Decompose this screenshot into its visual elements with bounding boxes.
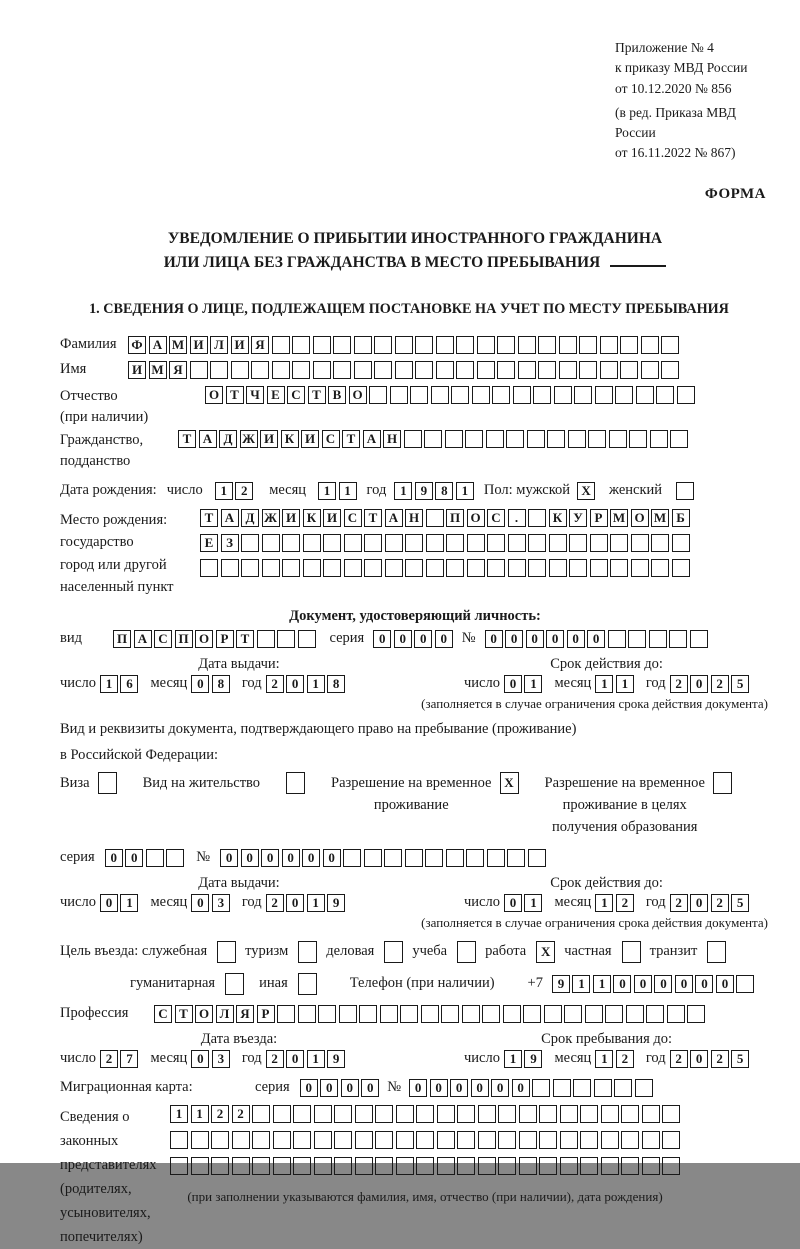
birthdate-label: Дата рождения:: [60, 482, 157, 499]
temp-residence-edu-label: Разрешение на временное проживание в целях получения образования: [544, 774, 705, 836]
temp-residence-edu-checkbox[interactable]: [713, 772, 732, 794]
year-word: год: [645, 675, 666, 692]
representatives-note: (при заполнении указываются фамилия, имя, отчество (при наличии), дата рождения): [187, 1188, 663, 1204]
profession-label: Профессия: [60, 1005, 129, 1022]
title-blank-line: [610, 265, 666, 267]
year-word: год: [645, 1050, 666, 1067]
sex-male-label: Пол: мужской: [483, 482, 571, 499]
month-word: месяц: [554, 1050, 592, 1067]
residence-doc-options: [60, 772, 770, 839]
residence-doc-number-label: №: [196, 849, 211, 866]
residence-valid-heading: Срок действия до:: [550, 874, 663, 891]
representatives-rows: [170, 1105, 680, 1205]
stay-heading: Срок пребывания до:: [541, 1030, 673, 1047]
migration-card-series-cells[interactable]: 0 0 0 0: [300, 1079, 380, 1097]
entry-day[interactable]: 2 7: [100, 1050, 139, 1068]
profession-cells[interactable]: С Т О Л Я Р: [154, 1005, 705, 1023]
residence-issue-year[interactable]: 2 0 1 9: [266, 894, 346, 912]
sex-female-checkbox[interactable]: [676, 482, 694, 500]
residence-valid-day[interactable]: 0 1: [504, 894, 543, 912]
identity-valid-heading: Срок действия до:: [550, 655, 663, 672]
identity-doc-series-label: серия: [329, 630, 365, 647]
year-word: год: [241, 1050, 262, 1067]
purpose-transit-label: транзит: [649, 943, 698, 960]
surname-cells[interactable]: Ф А М И Л И Я: [128, 336, 679, 354]
entry-col: [60, 1031, 418, 1068]
migration-card-label: Миграционная карта:: [60, 1079, 193, 1096]
phone-cells[interactable]: 9 1 1 0 0 0 0 0 0: [552, 975, 755, 993]
year-word: год: [241, 675, 262, 692]
identity-valid-note: (заполняется в случае ограничения срока действия документа): [421, 695, 768, 711]
purpose-work-checkbox[interactable]: X: [536, 941, 555, 963]
stay-col: [464, 1031, 749, 1068]
name-label: Имя: [60, 361, 87, 378]
representatives-row1-cells[interactable]: 1 1 2 2: [170, 1105, 680, 1123]
identity-issue-year[interactable]: 2 0 1 8: [266, 675, 346, 693]
name-cells[interactable]: И М Я: [128, 361, 679, 379]
purpose-row1: [60, 941, 770, 963]
purpose-work-label: работа: [485, 943, 527, 960]
appendix-line: от 16.11.2022 № 867): [615, 145, 736, 161]
residence-issue-col: [60, 875, 418, 912]
temp-residence-checkbox[interactable]: X: [500, 772, 519, 794]
appendix-line: (в ред. Приказа МВД России: [615, 104, 736, 140]
residence-doc-series-row: [60, 849, 770, 867]
purpose-study-label: учеба: [412, 943, 448, 960]
stay-month[interactable]: 1 2: [595, 1050, 634, 1068]
entry-month[interactable]: 0 3: [191, 1050, 230, 1068]
visa-checkbox[interactable]: [98, 772, 117, 794]
year-word: год: [241, 894, 262, 911]
identity-issue-col: [60, 656, 418, 693]
citizenship-label: Гражданство, подданство: [60, 431, 144, 469]
residence-permit-option: [143, 772, 305, 794]
temp-residence-edu-option: [545, 772, 732, 839]
migration-card-row: [60, 1079, 770, 1097]
month-word: месяц: [150, 1050, 188, 1067]
citizenship-row: [60, 430, 770, 472]
identity-doc-row: [60, 630, 770, 648]
entry-year[interactable]: 2 0 1 9: [266, 1050, 346, 1068]
entry-heading: Дата въезда:: [200, 1030, 278, 1047]
form-title-line1: УВЕДОМЛЕНИЕ О ПРИБЫТИИ ИНОСТРАННОГО ГРАЖДАНИНА: [167, 229, 663, 247]
identity-doc-number-cells[interactable]: 0 0 0 0 0 0: [485, 630, 708, 648]
day-word: число: [60, 894, 96, 911]
day-word: число: [464, 675, 500, 692]
stay-year[interactable]: 2 0 2 5: [670, 1050, 750, 1068]
birthplace-row3-cells[interactable]: [200, 559, 690, 577]
residence-doc-line1: Вид и реквизиты документа, подтверждающего право на пребывание (проживание): [60, 720, 577, 737]
identity-doc-dates: [60, 656, 770, 693]
purpose-official-label: Цель въезда: служебная: [60, 943, 208, 960]
form-title-line2: ИЛИ ЛИЦА БЕЗ ГРАЖДАНСТВА В МЕСТО ПРЕБЫВАНИЯ: [60, 251, 770, 275]
stay-day[interactable]: 1 9: [504, 1050, 543, 1068]
migration-card-series-label: серия: [255, 1079, 290, 1096]
birthdate-day-word: число: [166, 482, 203, 499]
migration-card-number-cells[interactable]: 0 0 0 0 0 0: [409, 1079, 653, 1097]
migration-card-number-label: №: [387, 1079, 402, 1096]
purpose-other-checkbox[interactable]: [298, 973, 317, 995]
month-word: месяц: [150, 675, 188, 692]
identity-valid-col: [464, 656, 749, 693]
identity-doc-heading: Документ, удостоверяющий личность:: [289, 607, 541, 624]
residence-valid-year[interactable]: 2 0 2 5: [670, 894, 750, 912]
purpose-official-checkbox[interactable]: [217, 941, 236, 963]
birthdate-year-cells[interactable]: 1 9 8 1: [394, 482, 474, 500]
representatives-row2-cells[interactable]: [170, 1131, 680, 1149]
temp-residence-label: Разрешение на временное проживание: [331, 774, 492, 813]
month-word: месяц: [150, 894, 188, 911]
section1-heading: 1. СВЕДЕНИЯ О ЛИЦЕ, ПОДЛЕЖАЩЕМ ПОСТАНОВКЕ НА УЧЕТ ПО МЕСТУ ПРЕБЫВАНИЯ: [89, 300, 729, 317]
day-word: число: [60, 1050, 96, 1067]
appendix-line: к приказу МВД России: [615, 60, 748, 76]
birthdate-year-word: год: [366, 482, 387, 499]
residence-doc-series-label: серия: [60, 849, 95, 866]
purpose-study-checkbox[interactable]: [457, 941, 476, 963]
purpose-tourism-checkbox[interactable]: [298, 941, 317, 963]
identity-doc-type-cells[interactable]: П А С П О Р Т: [113, 630, 316, 648]
sex-female-label: женский: [609, 482, 663, 499]
temp-residence-option: [331, 772, 518, 817]
birthdate-row: [60, 482, 770, 500]
birthplace-block: [60, 509, 770, 599]
purpose-tourism-label: туризм: [245, 943, 289, 960]
year-word: год: [645, 894, 666, 911]
purpose-private-checkbox[interactable]: [622, 941, 641, 963]
representatives-labels: Сведения о законных представителях (родителях, усыновителях, попечителях): [60, 1108, 157, 1245]
purpose-business-label: деловая: [326, 943, 375, 960]
surname-label: Фамилия: [60, 336, 117, 353]
month-word: месяц: [554, 675, 592, 692]
sex-male-checkbox[interactable]: X: [577, 482, 595, 500]
identity-valid-day[interactable]: 0 1: [504, 675, 543, 693]
surname-row: [60, 336, 770, 354]
identity-valid-month[interactable]: 1 1: [595, 675, 634, 693]
citizenship-cells[interactable]: Т А Д Ж И К И С Т А Н: [178, 430, 688, 448]
identity-issue-day[interactable]: 1 6: [100, 675, 139, 693]
visa-label: Виза: [60, 774, 90, 791]
birthdate-day-cells[interactable]: 1 2: [215, 482, 254, 500]
birthplace-row1-cells[interactable]: Т А Д Ж И К И С Т А Н П О С . К У Р М О М Б: [200, 509, 690, 527]
birthdate-month-word: месяц: [269, 482, 307, 499]
identity-doc-number-label: №: [461, 630, 476, 647]
purpose-transit-checkbox[interactable]: [707, 941, 726, 963]
forma-label: ФОРМА: [704, 185, 766, 202]
purpose-humanitarian-checkbox[interactable]: [225, 973, 244, 995]
identity-doc-type-label: вид: [60, 630, 82, 647]
residence-issue-day[interactable]: 0 1: [100, 894, 139, 912]
patronymic-cells[interactable]: О Т Ч Е С Т В О: [205, 386, 695, 404]
purpose-other-label: иная: [259, 975, 288, 992]
residence-issue-heading: Дата выдачи:: [198, 874, 280, 891]
residence-valid-note: (заполняется в случае ограничения срока действия документа): [421, 914, 768, 930]
identity-doc-series-cells[interactable]: 0 0 0 0: [373, 630, 453, 648]
birthplace-rows: [200, 509, 690, 577]
day-word: число: [60, 675, 96, 692]
residence-valid-col: [464, 875, 749, 912]
appendix-header: [615, 38, 770, 164]
residence-issue-month[interactable]: 0 3: [191, 894, 230, 912]
patronymic-row: [60, 386, 770, 428]
identity-issue-month[interactable]: 0 8: [191, 675, 230, 693]
purpose-business-checkbox[interactable]: [384, 941, 403, 963]
representatives-block: [60, 1105, 770, 1249]
residence-valid-month[interactable]: 1 2: [595, 894, 634, 912]
visa-option: [60, 772, 117, 794]
appendix-line: Приложение № 4: [615, 40, 714, 55]
residence-doc-series-cells[interactable]: 0 0: [105, 849, 185, 867]
purpose-humanitarian-label: гуманитарная: [130, 975, 216, 992]
entry-dates: [60, 1031, 770, 1068]
residence-doc-line2: в Российской Федерации:: [60, 746, 219, 763]
residence-permit-checkbox[interactable]: [286, 772, 305, 794]
purpose-row2: [60, 973, 770, 995]
day-word: число: [464, 1050, 500, 1067]
day-word: число: [464, 894, 500, 911]
birthdate-month-cells[interactable]: 1 1: [318, 482, 357, 500]
profession-row: [60, 1005, 770, 1023]
purpose-private-label: частная: [564, 943, 612, 960]
form-title: [60, 227, 770, 275]
phone-prefix: +7: [527, 975, 543, 992]
month-word: месяц: [554, 894, 592, 911]
residence-doc-dates: [60, 875, 770, 912]
identity-valid-year[interactable]: 2 0 2 5: [670, 675, 750, 693]
representatives-row3-cells[interactable]: [170, 1157, 680, 1175]
patronymic-label: Отчество (при наличии): [60, 387, 149, 425]
identity-issue-heading: Дата выдачи:: [198, 655, 280, 672]
appendix-line: от 10.12.2020 № 856: [615, 80, 732, 96]
phone-label: Телефон (при наличии): [349, 975, 495, 992]
name-row: [60, 361, 770, 379]
birthplace-labels: Место рождения: государство город или другой населенный пункт: [60, 511, 174, 596]
residence-permit-label: Вид на жительство: [142, 774, 261, 791]
birthplace-row2-cells[interactable]: Е З: [200, 534, 690, 552]
residence-doc-number-cells[interactable]: 0 0 0 0 0 0: [220, 849, 546, 867]
